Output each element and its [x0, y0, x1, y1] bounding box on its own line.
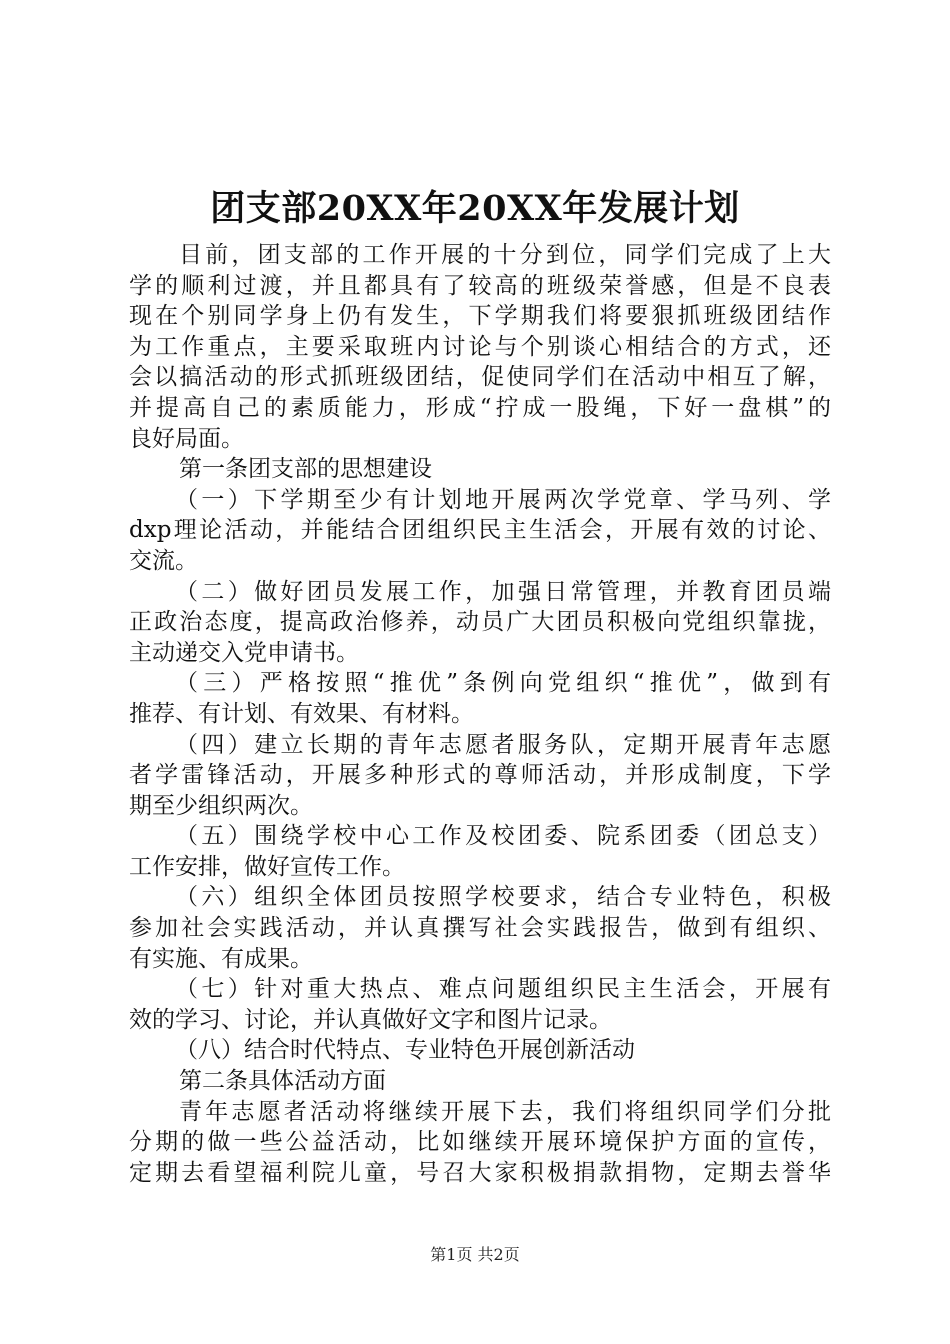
- list-item-line: 参加社会实践活动，并认真撰写社会实践报告，做到有组织、: [129, 915, 831, 942]
- page-number-footer: 第1页 共2页: [430, 1245, 520, 1264]
- paragraph-line: 现在个别同学身上仍有发生，下学期我们将要狠抓班级团结作: [129, 303, 831, 330]
- list-item-line: （二）做好团员发展工作，加强日常管理，并教育团员端: [175, 578, 831, 605]
- paragraph-line: 并提高自己的素质能力，形成“拧成一股绳，下好一盘棋”的: [129, 394, 831, 421]
- list-item-line: 主动递交入党申请书。: [129, 639, 359, 666]
- list-item-line: 正政治态度，提高政治修养，动员广大团员积极向党组织靠拢，: [129, 609, 831, 636]
- paragraph-line: 为工作重点，主要采取班内讨论与个别谈心相结合的方式，还: [129, 333, 831, 360]
- list-item-line: （七）针对重大热点、难点问题组织民主生活会，开展有: [175, 976, 831, 1003]
- list-item-line: （五）围绕学校中心工作及校团委、院系团委（团总支）: [175, 823, 831, 850]
- section-heading: 第一条团支部的思想建设: [179, 456, 432, 483]
- paragraph-line: 分期的做一些公益活动，比如继续开展环境保护方面的宣传，: [129, 1129, 831, 1156]
- list-item-line: （四）建立长期的青年志愿者服务队，定期开展青年志愿: [175, 731, 831, 758]
- document-body: [129, 240, 831, 1188]
- list-item-line: 推荐、有计划、有效果、有材料。: [129, 700, 474, 727]
- list-item-line: 有实施、有成果。: [129, 945, 313, 972]
- list-item-line: 效的学习、讨论，并认真做好文字和图片记录。: [129, 1006, 612, 1033]
- list-item-line: 期至少组织两次。: [129, 792, 313, 819]
- paragraph-line: 会以搞活动的形式抓班级团结，促使同学们在活动中相互了解，: [129, 364, 831, 391]
- paragraph-line: 目前，团支部的工作开展的十分到位，同学们完成了上大: [179, 242, 831, 268]
- paragraph-line: 良好局面。: [129, 425, 244, 452]
- list-item-line: （八）结合时代特点、专业特色开展创新活动: [175, 1037, 635, 1064]
- document-title: 团支部20XX年20XX年发展计划: [210, 188, 740, 229]
- list-item-line: 交流。: [129, 547, 198, 574]
- list-item-line: 者学雷锋活动，开展多种形式的尊师活动，并形成制度，下学: [129, 762, 831, 789]
- section-heading: 第二条具体活动方面: [179, 1068, 386, 1095]
- paragraph-line: 学的顺利过渡，并且都具有了较高的班级荣誉感，但是不良表: [129, 272, 831, 299]
- list-item-line: （三）严格按照“推优”条例向党组织“推优”，做到有: [175, 670, 831, 697]
- paragraph-line: 定期去看望福利院儿童，号召大家积极捐款捐物，定期去誉华: [129, 1159, 831, 1186]
- list-item-line: （六）组织全体团员按照学校要求，结合专业特色，积极: [175, 884, 831, 911]
- list-item-line: 工作安排，做好宣传工作。: [129, 853, 405, 880]
- list-item-line: （一）下学期至少有计划地开展两次学党章、学马列、学: [175, 486, 831, 513]
- list-item-line: dxp理论活动，并能结合团组织民主生活会，开展有效的讨论、: [129, 517, 831, 544]
- paragraph-line: 青年志愿者活动将继续开展下去，我们将组织同学们分批: [179, 1098, 831, 1125]
